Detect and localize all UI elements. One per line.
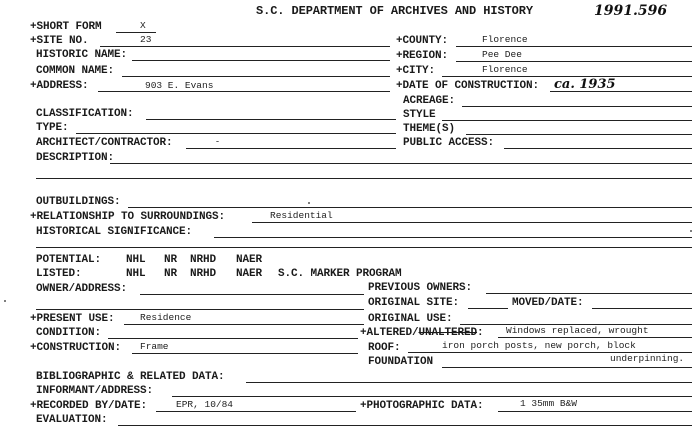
relationship-line xyxy=(252,222,692,223)
themes-line xyxy=(466,134,692,135)
recorded-by-label: +RECORDED BY/DATE: xyxy=(30,400,148,412)
listed-label: LISTED: xyxy=(36,268,82,280)
type-label: TYPE: xyxy=(36,122,69,134)
scan-speck xyxy=(216,141,219,142)
form-title: S.C. DEPARTMENT OF ARCHIVES AND HISTORY xyxy=(256,4,533,18)
evaluation-label: EVALUATION: xyxy=(36,414,108,426)
date-of-construction-line xyxy=(550,91,692,92)
present-use-line xyxy=(124,324,364,325)
altered-label-suffix: : xyxy=(477,327,484,339)
present-use-label: +PRESENT USE: xyxy=(30,313,115,325)
architect-label: ARCHITECT/CONTRACTOR: xyxy=(36,137,173,149)
foundation-label: FOUNDATION xyxy=(368,356,434,368)
historical-significance-line-1 xyxy=(214,237,692,238)
previous-owners-line xyxy=(486,293,692,294)
common-name-label: COMMON NAME: xyxy=(36,65,115,77)
description-line-1 xyxy=(110,163,692,164)
bibliographic-label: BIBLIOGRAPHIC & RELATED DATA: xyxy=(36,371,225,383)
scan-speck xyxy=(308,202,310,204)
description-label: DESCRIPTION: xyxy=(36,152,115,164)
city-value: Florence xyxy=(482,64,528,75)
condition-line xyxy=(108,338,358,339)
altered-line xyxy=(498,337,692,338)
photographic-data-line xyxy=(498,411,692,412)
public-access-line xyxy=(504,148,692,149)
architect-line xyxy=(186,148,396,149)
scan-speck xyxy=(690,230,692,232)
relationship-label: +RELATIONSHIP TO SURROUNDINGS: xyxy=(30,211,226,223)
original-site-label: ORIGINAL SITE: xyxy=(368,297,460,309)
potential-option-nr: NR xyxy=(164,254,178,266)
short-form-line xyxy=(116,32,156,33)
classification-label: CLASSIFICATION: xyxy=(36,108,134,120)
roof-label: ROOF: xyxy=(368,342,401,354)
foundation-line xyxy=(442,367,692,368)
bibliographic-line xyxy=(246,382,692,383)
style-label: STYLE xyxy=(403,109,436,121)
region-line xyxy=(456,61,692,62)
relationship-value: Residential xyxy=(270,210,333,221)
altered-label-prefix: +ALTERED/ xyxy=(360,327,419,339)
photographic-data-label: +PHOTOGRAPHIC DATA: xyxy=(360,400,484,412)
owner-address-line-1 xyxy=(140,294,364,295)
altered-value-line-2: iron porch posts, new porch, block xyxy=(442,340,636,351)
evaluation-line xyxy=(118,425,692,426)
historic-name-label: HISTORIC NAME: xyxy=(36,49,128,61)
condition-label: CONDITION: xyxy=(36,327,102,339)
short-form-value: X xyxy=(140,20,146,31)
construction-label: +CONSTRUCTION: xyxy=(30,342,122,354)
description-line-2 xyxy=(36,178,692,179)
type-line xyxy=(76,133,396,134)
scan-speck xyxy=(4,300,6,302)
construction-value: Frame xyxy=(140,341,169,352)
recorded-by-line xyxy=(156,411,356,412)
potential-option-nhl: NHL xyxy=(126,254,146,266)
unaltered-struck: UNALTERED xyxy=(418,327,478,339)
altered-label xyxy=(360,327,484,339)
acreage-label: ACREAGE: xyxy=(403,95,456,107)
construction-line xyxy=(132,353,358,354)
owner-address-line-2 xyxy=(36,309,364,310)
sc-marker-program: S.C. MARKER PROGRAM xyxy=(278,268,402,280)
present-use-value: Residence xyxy=(140,312,192,323)
acreage-line xyxy=(462,106,692,107)
address-line xyxy=(98,91,390,92)
photographic-data-value: 1 35mm B&W xyxy=(520,398,578,409)
region-label: +REGION: xyxy=(396,50,449,62)
informant-label: INFORMANT/ADDRESS: xyxy=(36,385,154,397)
listed-option-nhl: NHL xyxy=(126,268,146,280)
historical-significance-line-2 xyxy=(36,247,692,248)
outbuildings-line xyxy=(128,207,692,208)
county-label: +COUNTY: xyxy=(396,35,449,47)
date-of-construction-value: ca. 1935 xyxy=(554,77,616,92)
historic-name-line xyxy=(132,60,390,61)
original-site-line xyxy=(468,308,508,309)
style-line xyxy=(442,120,692,121)
owner-address-label: OWNER/ADDRESS: xyxy=(36,283,128,295)
historical-significance-label: HISTORICAL SIGNIFICANCE: xyxy=(36,226,193,238)
common-name-line xyxy=(122,76,390,77)
date-of-construction-label: +DATE OF CONSTRUCTION: xyxy=(396,80,540,92)
address-value: 903 E. Evans xyxy=(145,80,214,91)
listed-option-nr: NR xyxy=(164,268,178,280)
outbuildings-label: OUTBUILDINGS: xyxy=(36,196,121,208)
altered-value-line-3: underpinning. xyxy=(610,353,685,364)
site-no-line xyxy=(100,46,390,47)
county-value: Florence xyxy=(482,34,528,45)
classification-line xyxy=(146,119,396,120)
altered-value-line-1: Windows replaced, wrought xyxy=(506,325,649,336)
city-label: +CITY: xyxy=(396,65,436,77)
region-value: Pee Dee xyxy=(482,49,522,60)
recorded-by-value: EPR, 10/84 xyxy=(176,399,234,410)
address-label: +ADDRESS: xyxy=(30,80,89,92)
site-no-value: 23 xyxy=(140,34,152,45)
short-form-label: +SHORT FORM xyxy=(30,21,102,33)
site-no-label: +SITE NO. xyxy=(30,35,89,47)
potential-option-nrhd: NRHD xyxy=(190,254,217,266)
original-use-label: ORIGINAL USE: xyxy=(368,313,453,325)
listed-option-nrhd: NRHD xyxy=(190,268,217,280)
county-line xyxy=(456,46,692,47)
themes-label: THEME(S) xyxy=(403,123,456,135)
listed-option-naer: NAER xyxy=(236,268,263,280)
handwritten-file-number: 1991.596 xyxy=(594,3,668,19)
public-access-label: PUBLIC ACCESS: xyxy=(403,137,495,149)
moved-date-line xyxy=(592,308,692,309)
previous-owners-label: PREVIOUS OWNERS: xyxy=(368,282,473,294)
informant-line xyxy=(172,396,692,397)
potential-option-naer: NAER xyxy=(236,254,263,266)
moved-date-label: MOVED/DATE: xyxy=(512,297,584,309)
potential-label: POTENTIAL: xyxy=(36,254,102,266)
